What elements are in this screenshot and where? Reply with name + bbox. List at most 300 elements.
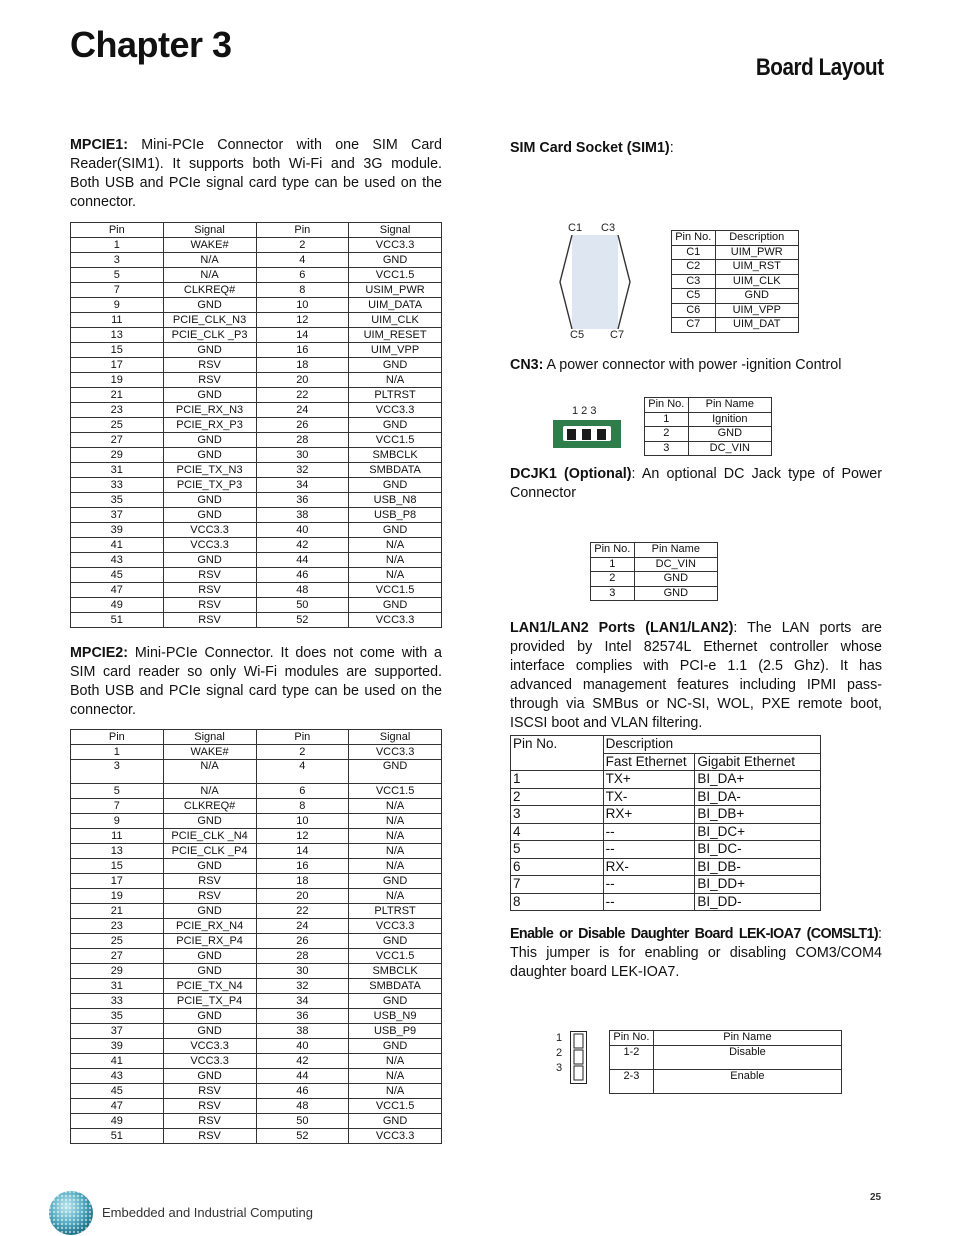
table-cell: N/A xyxy=(349,889,442,904)
table-cell: CLKREQ# xyxy=(163,283,256,298)
table-cell: CLKREQ# xyxy=(163,799,256,814)
table-cell: PCIE_RX_N4 xyxy=(163,919,256,934)
table-cell: UIM_DAT xyxy=(715,318,798,333)
table-cell: RSV xyxy=(163,1084,256,1099)
table-cell: 46 xyxy=(256,568,349,583)
table-cell: 16 xyxy=(256,343,349,358)
table-cell: N/A xyxy=(349,859,442,874)
table-cell: SMBDATA xyxy=(349,463,442,478)
table-cell: RSV xyxy=(163,889,256,904)
table-row xyxy=(71,598,442,613)
table-cell: PCIE_CLK_N3 xyxy=(163,313,256,328)
table-cell: 15 xyxy=(71,343,164,358)
table-cell: -- xyxy=(603,841,695,859)
table-row xyxy=(71,538,442,553)
table-cell: N/A xyxy=(349,1084,442,1099)
table-row xyxy=(71,889,442,904)
table-cell: VCC3.3 xyxy=(349,919,442,934)
table-row xyxy=(645,441,772,456)
table-row xyxy=(71,568,442,583)
lan-header-gigabit: Gigabit Ethernet xyxy=(695,753,821,771)
table-cell: GND xyxy=(349,358,442,373)
column-header: Pin Name xyxy=(634,543,717,558)
table-cell: C7 xyxy=(672,318,716,333)
table-cell: RSV xyxy=(163,1114,256,1129)
table-cell: 27 xyxy=(71,949,164,964)
dcjk1-description xyxy=(510,465,882,503)
table-cell: C1 xyxy=(672,245,716,260)
table-cell: BI_DA- xyxy=(695,788,821,806)
table-cell: VCC3.3 xyxy=(163,1054,256,1069)
column-header: Pin No. xyxy=(591,543,635,558)
table-cell: 26 xyxy=(256,934,349,949)
table-row xyxy=(610,1045,842,1069)
lan-header-desc: Description xyxy=(603,736,820,754)
table-cell: VCC1.5 xyxy=(349,1099,442,1114)
table-row xyxy=(672,245,799,260)
table-row xyxy=(71,463,442,478)
table-cell: 37 xyxy=(71,508,164,523)
comslt-pin-table xyxy=(609,1030,842,1094)
table-cell: 2 xyxy=(256,745,349,760)
table-cell: N/A xyxy=(349,829,442,844)
table-cell: GND xyxy=(163,298,256,313)
mpcie2-title: MPCIE2: xyxy=(70,645,128,661)
comslt-text: : This jumper is for enabling or disabling COM3/COM4 daughter board LEK-IOA7. xyxy=(510,926,882,980)
table-cell: RX+ xyxy=(603,806,695,824)
mpcie1-pin-table xyxy=(70,222,442,628)
table-cell: PLTRST xyxy=(349,388,442,403)
table-cell: TX- xyxy=(603,788,695,806)
table-cell: N/A xyxy=(349,814,442,829)
table-cell: 17 xyxy=(71,874,164,889)
column-header: Description xyxy=(715,231,798,246)
table-row xyxy=(71,1009,442,1024)
table-cell: GND xyxy=(163,949,256,964)
table-cell: 2 xyxy=(645,427,689,442)
table-cell: GND xyxy=(349,1114,442,1129)
table-cell: RSV xyxy=(163,358,256,373)
table-cell: SMBDATA xyxy=(349,979,442,994)
lan-description xyxy=(510,619,882,733)
table-row xyxy=(71,1054,442,1069)
table-cell: 24 xyxy=(256,403,349,418)
table-header-row xyxy=(71,730,442,745)
table-cell: 35 xyxy=(71,493,164,508)
table-row xyxy=(71,373,442,388)
table-row xyxy=(71,553,442,568)
table-cell: 28 xyxy=(256,433,349,448)
table-cell: RSV xyxy=(163,874,256,889)
table-cell: 22 xyxy=(256,904,349,919)
table-row xyxy=(71,313,442,328)
table-row xyxy=(71,613,442,628)
column-header: Pin No. xyxy=(672,231,716,246)
column-header: Pin xyxy=(256,223,349,238)
table-cell: GND xyxy=(163,388,256,403)
table-row xyxy=(71,1069,442,1084)
table-cell: GND xyxy=(163,343,256,358)
table-cell: 3 xyxy=(71,760,164,784)
table-cell: 31 xyxy=(71,979,164,994)
table-cell: 33 xyxy=(71,478,164,493)
dcjk1-title: DCJK1 (Optional) xyxy=(510,466,632,482)
column-header: Pin Name xyxy=(688,398,771,413)
cn3-text: A power connector with power -ignition Control xyxy=(543,357,842,373)
table-cell: WAKE# xyxy=(163,238,256,253)
table-row xyxy=(71,343,442,358)
table-cell: BI_DB+ xyxy=(695,806,821,824)
table-cell: 4 xyxy=(256,253,349,268)
table-cell: GND xyxy=(163,1069,256,1084)
table-cell: 27 xyxy=(71,433,164,448)
table-cell: GND xyxy=(634,572,717,587)
table-cell: GND xyxy=(349,523,442,538)
table-cell: 6 xyxy=(256,268,349,283)
table-cell: 9 xyxy=(71,814,164,829)
table-cell: USB_P9 xyxy=(349,1024,442,1039)
dcjk1-pin-table xyxy=(590,542,718,601)
table-row xyxy=(672,260,799,275)
table-cell: 3 xyxy=(511,806,604,824)
table-cell: UIM_RESET xyxy=(349,328,442,343)
table-cell: 44 xyxy=(256,553,349,568)
table-cell: 22 xyxy=(256,388,349,403)
table-cell: BI_DC- xyxy=(695,841,821,859)
table-row xyxy=(71,298,442,313)
table-cell: GND xyxy=(349,994,442,1009)
table-cell: -- xyxy=(603,893,695,911)
table-cell: GND xyxy=(163,1024,256,1039)
table-cell: 29 xyxy=(71,448,164,463)
table-cell: 48 xyxy=(256,1099,349,1114)
table-cell: 3 xyxy=(645,441,689,456)
table-cell: 39 xyxy=(71,523,164,538)
column-header: Signal xyxy=(349,730,442,745)
table-row xyxy=(511,823,821,841)
table-cell: 1 xyxy=(71,745,164,760)
table-cell: N/A xyxy=(349,1069,442,1084)
table-cell: VCC3.3 xyxy=(163,1039,256,1054)
table-row xyxy=(71,523,442,538)
table-cell: C2 xyxy=(672,260,716,275)
table-row xyxy=(71,799,442,814)
table-cell: 1 xyxy=(511,771,604,789)
cn3-connector-icon xyxy=(553,420,621,448)
table-cell: GND xyxy=(163,448,256,463)
table-cell: UIM_CLK xyxy=(715,274,798,289)
table-cell: 23 xyxy=(71,919,164,934)
table-cell: USB_N8 xyxy=(349,493,442,508)
table-cell: 13 xyxy=(71,328,164,343)
table-cell: GND xyxy=(349,598,442,613)
table-cell: PCIE_TX_N4 xyxy=(163,979,256,994)
table-cell: 19 xyxy=(71,889,164,904)
table-cell: VCC3.3 xyxy=(349,745,442,760)
table-cell: VCC1.5 xyxy=(349,583,442,598)
table-cell: N/A xyxy=(349,373,442,388)
table-cell: 13 xyxy=(71,844,164,859)
table-cell: GND xyxy=(163,964,256,979)
table-cell: 43 xyxy=(71,553,164,568)
table-cell: UIM_RST xyxy=(715,260,798,275)
table-cell: DC_VIN xyxy=(634,557,717,572)
table-cell: 9 xyxy=(71,298,164,313)
table-header-row xyxy=(645,398,772,413)
table-row xyxy=(71,904,442,919)
table-row xyxy=(71,1114,442,1129)
table-row xyxy=(71,1024,442,1039)
table-cell: 1 xyxy=(645,412,689,427)
table-cell: GND xyxy=(163,433,256,448)
table-cell: GND xyxy=(163,814,256,829)
table-cell: BI_DD+ xyxy=(695,876,821,894)
table-row xyxy=(71,253,442,268)
table-cell: 20 xyxy=(256,373,349,388)
mpcie2-pin-table xyxy=(70,729,442,1144)
table-cell: BI_DA+ xyxy=(695,771,821,789)
table-row xyxy=(511,876,821,894)
table-cell: BI_DD- xyxy=(695,893,821,911)
cn3-description xyxy=(510,356,882,375)
table-cell: 46 xyxy=(256,1084,349,1099)
table-cell: -- xyxy=(603,823,695,841)
table-row xyxy=(672,274,799,289)
table-cell: 52 xyxy=(256,613,349,628)
table-cell: 2 xyxy=(591,572,635,587)
table-cell: 30 xyxy=(256,448,349,463)
table-cell: 10 xyxy=(256,298,349,313)
table-row xyxy=(71,844,442,859)
table-cell: RSV xyxy=(163,613,256,628)
table-row xyxy=(672,303,799,318)
table-cell: 47 xyxy=(71,583,164,598)
table-cell: GND xyxy=(688,427,771,442)
table-cell: 18 xyxy=(256,358,349,373)
table-cell: PCIE_TX_P3 xyxy=(163,478,256,493)
sim-label-c7: C7 xyxy=(610,329,625,341)
table-cell: GND xyxy=(715,289,798,304)
column-header: Signal xyxy=(349,223,442,238)
table-row xyxy=(511,771,821,789)
table-cell: 14 xyxy=(256,328,349,343)
company-logo-icon xyxy=(48,1190,94,1236)
table-cell: RSV xyxy=(163,568,256,583)
column-header: Pin xyxy=(71,223,164,238)
table-cell: 8 xyxy=(511,893,604,911)
page-number: 25 xyxy=(870,1192,882,1203)
table-cell: RSV xyxy=(163,373,256,388)
table-row xyxy=(672,289,799,304)
table-cell: C3 xyxy=(672,274,716,289)
table-cell: 38 xyxy=(256,1024,349,1039)
table-row xyxy=(71,859,442,874)
table-cell: BI_DC+ xyxy=(695,823,821,841)
table-row xyxy=(71,403,442,418)
jumper-icon xyxy=(570,1031,587,1084)
table-cell: 36 xyxy=(256,1009,349,1024)
table-cell: 2 xyxy=(256,238,349,253)
table-row xyxy=(71,934,442,949)
table-header-row xyxy=(672,231,799,246)
table-cell: VCC1.5 xyxy=(349,949,442,964)
table-cell: 21 xyxy=(71,904,164,919)
table-header-row xyxy=(71,223,442,238)
table-cell: PCIE_RX_P3 xyxy=(163,418,256,433)
table-row xyxy=(71,268,442,283)
table-cell: 7 xyxy=(71,283,164,298)
chapter-title: Chapter 3 xyxy=(70,24,232,65)
mpcie1-text: Mini-PCIe Connector with one SIM Card Reader(SIM1). It supports both Wi-Fi and 3G module. Both USB and PCIe signal card type can be used on the connector. xyxy=(70,137,442,210)
table-cell: PLTRST xyxy=(349,904,442,919)
table-cell: VCC3.3 xyxy=(349,238,442,253)
section-title: Board Layout xyxy=(756,54,884,81)
table-cell: 7 xyxy=(71,799,164,814)
table-cell: GND xyxy=(349,874,442,889)
cn3-pin-table xyxy=(644,397,772,456)
table-cell: Enable xyxy=(653,1069,841,1093)
table-cell: VCC3.3 xyxy=(349,403,442,418)
table-cell: 35 xyxy=(71,1009,164,1024)
table-row xyxy=(511,893,821,911)
table-row xyxy=(71,979,442,994)
table-cell: USIM_PWR xyxy=(349,283,442,298)
table-cell: 19 xyxy=(71,373,164,388)
table-cell: 28 xyxy=(256,949,349,964)
table-cell: GND xyxy=(349,760,442,784)
table-cell: 48 xyxy=(256,583,349,598)
table-row xyxy=(645,427,772,442)
table-cell: GND xyxy=(163,493,256,508)
table-cell: 49 xyxy=(71,598,164,613)
table-cell: 32 xyxy=(256,979,349,994)
table-cell: 25 xyxy=(71,934,164,949)
table-cell: 51 xyxy=(71,1129,164,1144)
lan-title: LAN1/LAN2 Ports (LAN1/LAN2) xyxy=(510,620,734,636)
table-cell: 5 xyxy=(71,784,164,799)
table-cell: GND xyxy=(163,859,256,874)
table-cell: TX+ xyxy=(603,771,695,789)
table-cell: 45 xyxy=(71,568,164,583)
table-row xyxy=(71,1039,442,1054)
table-row xyxy=(591,572,718,587)
table-cell: 11 xyxy=(71,313,164,328)
table-cell: 10 xyxy=(256,814,349,829)
table-row xyxy=(71,829,442,844)
table-cell: VCC1.5 xyxy=(349,784,442,799)
table-cell: VCC3.3 xyxy=(163,538,256,553)
table-cell: 4 xyxy=(256,760,349,784)
lan-text: : The LAN ports are provided by Intel 82574L Ethernet controller whose interface complies with PCI-e 1.1 (2.5 Ghz). It has advanced management features including IPMI pass-through via SMBus or NC-SI, WOL, PXE remote boot, ISCSI boot and VLAN filtering. xyxy=(510,620,882,731)
table-row xyxy=(511,806,821,824)
table-cell: RX- xyxy=(603,858,695,876)
table-cell: 34 xyxy=(256,994,349,1009)
table-cell: 4 xyxy=(511,823,604,841)
table-cell: 8 xyxy=(256,283,349,298)
table-cell: 39 xyxy=(71,1039,164,1054)
table-cell: GND xyxy=(349,934,442,949)
table-cell: 21 xyxy=(71,388,164,403)
table-row xyxy=(645,412,772,427)
table-cell: GND xyxy=(163,553,256,568)
table-cell: GND xyxy=(163,904,256,919)
table-cell: N/A xyxy=(349,1054,442,1069)
table-cell: VCC3.3 xyxy=(163,523,256,538)
table-cell: RSV xyxy=(163,583,256,598)
column-header: Pin xyxy=(71,730,164,745)
table-row xyxy=(511,788,821,806)
sim-label-c5: C5 xyxy=(570,329,585,341)
table-cell: C6 xyxy=(672,303,716,318)
lan-header-pin: Pin No. xyxy=(511,736,604,771)
table-row xyxy=(71,1129,442,1144)
table-cell: N/A xyxy=(349,538,442,553)
table-cell: UIM_VPP xyxy=(349,343,442,358)
table-row xyxy=(71,493,442,508)
table-cell: 18 xyxy=(256,874,349,889)
table-cell: 20 xyxy=(256,889,349,904)
table-cell: 42 xyxy=(256,538,349,553)
table-row xyxy=(71,1084,442,1099)
table-row xyxy=(71,919,442,934)
table-cell: GND xyxy=(349,418,442,433)
table-row xyxy=(71,583,442,598)
table-cell: 1-2 xyxy=(610,1045,654,1069)
table-cell: 43 xyxy=(71,1069,164,1084)
table-cell: 36 xyxy=(256,493,349,508)
table-cell: PCIE_TX_P4 xyxy=(163,994,256,1009)
table-cell: USB_P8 xyxy=(349,508,442,523)
table-cell: 6 xyxy=(256,784,349,799)
table-cell: 34 xyxy=(256,478,349,493)
table-cell: N/A xyxy=(349,553,442,568)
comslt-description xyxy=(510,925,882,982)
cn3-pin-label: 1 2 3 xyxy=(572,405,597,417)
table-cell: 50 xyxy=(256,1114,349,1129)
table-row xyxy=(71,994,442,1009)
table-cell: 11 xyxy=(71,829,164,844)
table-row xyxy=(71,418,442,433)
table-header-row xyxy=(610,1031,842,1046)
dcjk1-text: : An optional DC Jack type of Power Connector xyxy=(510,466,882,501)
table-cell: 52 xyxy=(256,1129,349,1144)
table-cell: 51 xyxy=(71,613,164,628)
table-cell: 44 xyxy=(256,1069,349,1084)
table-cell: Ignition xyxy=(688,412,771,427)
table-cell: UIM_DATA xyxy=(349,298,442,313)
column-header: Pin xyxy=(256,730,349,745)
table-cell: N/A xyxy=(163,784,256,799)
table-cell: UIM_VPP xyxy=(715,303,798,318)
table-cell: RSV xyxy=(163,598,256,613)
table-cell: 29 xyxy=(71,964,164,979)
table-cell: PCIE_CLK _P3 xyxy=(163,328,256,343)
mpcie2-text: Mini-PCIe Connector. It does not come with a SIM card reader so only Wi-Fi modules are supported. Both USB and PCIe signal card type can be used on the connector. xyxy=(70,645,442,718)
table-row xyxy=(71,328,442,343)
column-header: Signal xyxy=(163,730,256,745)
mpcie2-description xyxy=(70,644,442,720)
table-cell: GND xyxy=(349,478,442,493)
table-row xyxy=(71,874,442,889)
table-cell: 16 xyxy=(256,859,349,874)
table-row xyxy=(71,433,442,448)
table-cell: 49 xyxy=(71,1114,164,1129)
table-cell: N/A xyxy=(349,799,442,814)
mpcie1-title: MPCIE1: xyxy=(70,137,128,153)
table-cell: 42 xyxy=(256,1054,349,1069)
table-cell: WAKE# xyxy=(163,745,256,760)
table-row xyxy=(71,388,442,403)
